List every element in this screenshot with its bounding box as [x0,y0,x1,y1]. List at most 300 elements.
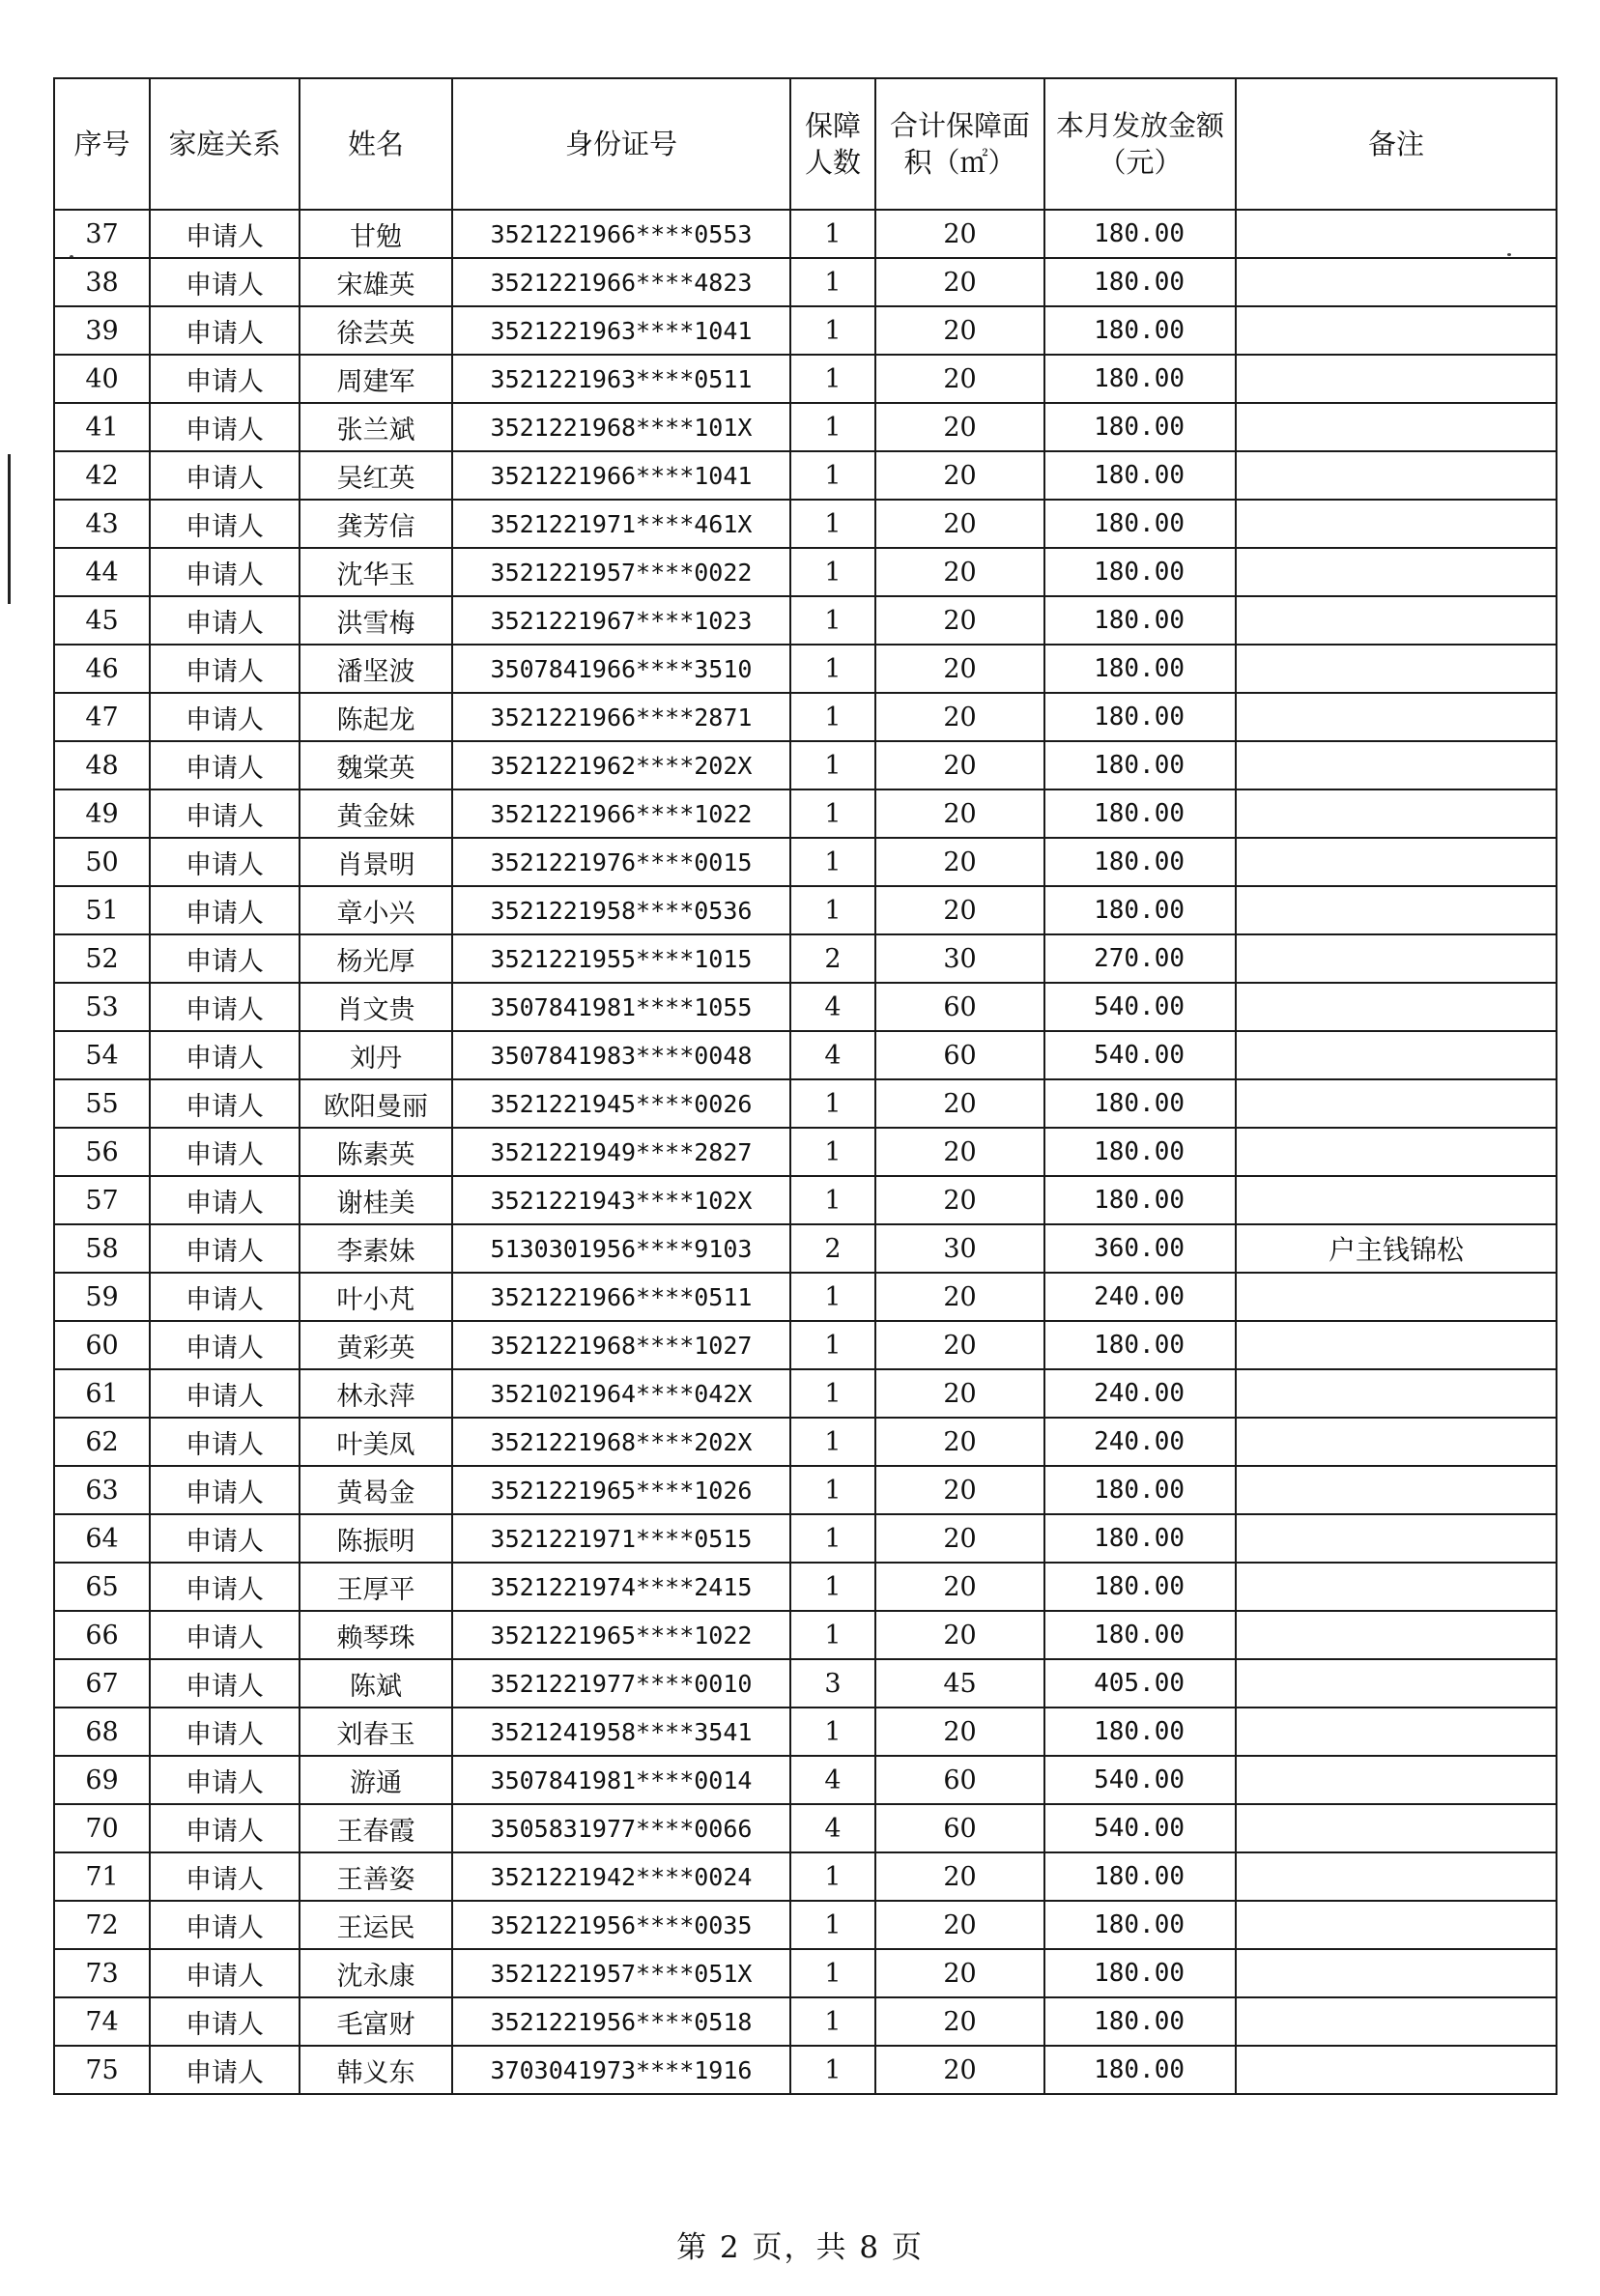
cell-id-number: 3521221962****202X [452,741,790,789]
cell-remarks [1236,934,1557,983]
cell-persons: 1 [790,2046,875,2094]
cell-seq: 62 [54,1418,150,1466]
cell-seq: 74 [54,1997,150,2046]
cell-relation: 申请人 [150,548,300,596]
cell-persons: 1 [790,1079,875,1128]
header-seq: 序号 [54,78,150,210]
cell-seq: 50 [54,838,150,886]
cell-name: 陈斌 [300,1659,452,1708]
cell-amount: 240.00 [1044,1369,1236,1418]
cell-seq: 64 [54,1514,150,1563]
cell-name: 欧阳曼丽 [300,1079,452,1128]
cell-relation: 申请人 [150,1708,300,1756]
cell-area: 20 [875,1901,1044,1949]
cell-amount: 360.00 [1044,1224,1236,1273]
cell-remarks [1236,789,1557,838]
cell-id-number: 3521221968****1027 [452,1321,790,1369]
cell-id-number: 3521221966****4823 [452,258,790,306]
cell-remarks [1236,1708,1557,1756]
cell-id-number: 3521221977****0010 [452,1659,790,1708]
cell-amount: 180.00 [1044,500,1236,548]
cell-name: 王善姿 [300,1852,452,1901]
cell-name: 刘丹 [300,1031,452,1079]
cell-name: 肖文贵 [300,983,452,1031]
cell-relation: 申请人 [150,596,300,645]
cell-id-number: 3521221957****051X [452,1949,790,1997]
cell-relation: 申请人 [150,210,300,258]
cell-name: 章小兴 [300,886,452,934]
cell-amount: 180.00 [1044,1611,1236,1659]
cell-relation: 申请人 [150,1466,300,1514]
cell-name: 王春霞 [300,1804,452,1852]
table-row [54,1804,1557,1852]
table-row [54,1611,1557,1659]
cell-area: 20 [875,210,1044,258]
cell-seq: 60 [54,1321,150,1369]
cell-area: 20 [875,645,1044,693]
cell-persons: 1 [790,693,875,741]
cell-relation: 申请人 [150,1514,300,1563]
cell-persons: 4 [790,983,875,1031]
cell-relation: 申请人 [150,1852,300,1901]
cell-name: 王运民 [300,1901,452,1949]
cell-id-number: 3521021964****042X [452,1369,790,1418]
table-row [54,596,1557,645]
cell-id-number: 3521221966****0553 [452,210,790,258]
cell-seq: 57 [54,1176,150,1224]
cell-persons: 1 [790,1369,875,1418]
cell-amount: 180.00 [1044,1514,1236,1563]
cell-relation: 申请人 [150,1079,300,1128]
header-remarks: 备注 [1236,78,1557,210]
cell-area: 20 [875,1418,1044,1466]
cell-amount: 240.00 [1044,1273,1236,1321]
cell-area: 60 [875,1756,1044,1804]
cell-remarks [1236,596,1557,645]
cell-remarks [1236,1756,1557,1804]
cell-id-number: 3507841981****0014 [452,1756,790,1804]
cell-id-number: 3521221943****102X [452,1176,790,1224]
table-row [54,741,1557,789]
cell-area: 20 [875,1466,1044,1514]
cell-amount: 180.00 [1044,355,1236,403]
table-row [54,1079,1557,1128]
cell-remarks [1236,403,1557,451]
cell-area: 20 [875,1176,1044,1224]
cell-name: 潘坚波 [300,645,452,693]
table-row [54,1901,1557,1949]
cell-relation: 申请人 [150,1949,300,1997]
cell-name: 洪雪梅 [300,596,452,645]
cell-seq: 56 [54,1128,150,1176]
cell-persons: 1 [790,645,875,693]
cell-name: 张兰斌 [300,403,452,451]
cell-area: 20 [875,355,1044,403]
cell-id-number: 3521221966****0511 [452,1273,790,1321]
cell-amount: 240.00 [1044,1418,1236,1466]
table-row [54,1949,1557,1997]
cell-seq: 46 [54,645,150,693]
cell-relation: 申请人 [150,1176,300,1224]
cell-seq: 45 [54,596,150,645]
cell-remarks [1236,741,1557,789]
cell-area: 30 [875,1224,1044,1273]
cell-id-number: 3521221968****202X [452,1418,790,1466]
table-row [54,1273,1557,1321]
cell-relation: 申请人 [150,403,300,451]
cell-relation: 申请人 [150,693,300,741]
cell-remarks [1236,210,1557,258]
cell-id-number: 3521221968****101X [452,403,790,451]
cell-id-number: 3521221965****1022 [452,1611,790,1659]
cell-remarks [1236,1611,1557,1659]
cell-id-number: 3521221976****0015 [452,838,790,886]
cell-persons: 1 [790,1321,875,1369]
cell-name: 陈振明 [300,1514,452,1563]
cell-persons: 1 [790,1273,875,1321]
table-row [54,1418,1557,1466]
table-row [54,258,1557,306]
cell-amount: 180.00 [1044,1128,1236,1176]
cell-persons: 1 [790,838,875,886]
cell-persons: 1 [790,548,875,596]
cell-remarks [1236,838,1557,886]
cell-area: 20 [875,451,1044,500]
cell-seq: 61 [54,1369,150,1418]
cell-persons: 1 [790,258,875,306]
cell-seq: 73 [54,1949,150,1997]
cell-remarks [1236,1804,1557,1852]
cell-persons: 1 [790,886,875,934]
cell-area: 60 [875,1031,1044,1079]
cell-id-number: 3521221958****0536 [452,886,790,934]
table-row [54,983,1557,1031]
cell-area: 60 [875,1804,1044,1852]
cell-seq: 58 [54,1224,150,1273]
cell-amount: 180.00 [1044,403,1236,451]
cell-name: 韩义东 [300,2046,452,2094]
cell-name: 陈素英 [300,1128,452,1176]
cell-persons: 1 [790,451,875,500]
cell-remarks [1236,886,1557,934]
cell-amount: 180.00 [1044,1708,1236,1756]
cell-name: 谢桂美 [300,1176,452,1224]
cell-persons: 1 [790,1949,875,1997]
cell-id-number: 3521221949****2827 [452,1128,790,1176]
cell-id-number: 3521241958****3541 [452,1708,790,1756]
cell-name: 王厚平 [300,1563,452,1611]
cell-persons: 1 [790,1128,875,1176]
cell-persons: 1 [790,1418,875,1466]
table-row [54,1708,1557,1756]
cell-remarks [1236,1176,1557,1224]
cell-id-number: 3507841983****0048 [452,1031,790,1079]
cell-area: 20 [875,1273,1044,1321]
cell-persons: 3 [790,1659,875,1708]
cell-area: 20 [875,548,1044,596]
cell-amount: 180.00 [1044,838,1236,886]
cell-relation: 申请人 [150,258,300,306]
cell-amount: 180.00 [1044,1563,1236,1611]
cell-remarks [1236,451,1557,500]
cell-remarks [1236,1079,1557,1128]
table-row [54,789,1557,838]
cell-seq: 66 [54,1611,150,1659]
cell-amount: 180.00 [1044,1949,1236,1997]
cell-amount: 180.00 [1044,210,1236,258]
cell-seq: 47 [54,693,150,741]
cell-amount: 180.00 [1044,789,1236,838]
table-row [54,693,1557,741]
cell-relation: 申请人 [150,2046,300,2094]
cell-remarks [1236,1949,1557,1997]
cell-relation: 申请人 [150,1031,300,1079]
cell-name: 李素妹 [300,1224,452,1273]
cell-name: 周建军 [300,355,452,403]
cell-seq: 53 [54,983,150,1031]
cell-seq: 59 [54,1273,150,1321]
cell-id-number: 3521221966****1022 [452,789,790,838]
cell-relation: 申请人 [150,1563,300,1611]
cell-id-number: 3521221942****0024 [452,1852,790,1901]
cell-id-number: 3521221945****0026 [452,1079,790,1128]
table-row [54,403,1557,451]
cell-seq: 44 [54,548,150,596]
cell-relation: 申请人 [150,886,300,934]
cell-remarks [1236,983,1557,1031]
cell-seq: 55 [54,1079,150,1128]
cell-amount: 180.00 [1044,596,1236,645]
cell-persons: 1 [790,306,875,355]
cell-area: 20 [875,1514,1044,1563]
cell-id-number: 3507841966****3510 [452,645,790,693]
cell-remarks [1236,258,1557,306]
cell-area: 20 [875,1852,1044,1901]
cell-persons: 1 [790,500,875,548]
cell-persons: 1 [790,1563,875,1611]
cell-area: 20 [875,1611,1044,1659]
cell-seq: 70 [54,1804,150,1852]
cell-persons: 1 [790,1176,875,1224]
cell-relation: 申请人 [150,306,300,355]
cell-id-number: 5130301956****9103 [452,1224,790,1273]
cell-seq: 40 [54,355,150,403]
table-row [54,355,1557,403]
cell-relation: 申请人 [150,1901,300,1949]
table-row [54,1321,1557,1369]
cell-seq: 69 [54,1756,150,1804]
cell-remarks [1236,1031,1557,1079]
cell-amount: 180.00 [1044,2046,1236,2094]
header-id-number: 身份证号 [452,78,790,210]
cell-area: 30 [875,934,1044,983]
cell-name: 刘春玉 [300,1708,452,1756]
cell-name: 肖景明 [300,838,452,886]
cell-persons: 1 [790,1997,875,2046]
cell-relation: 申请人 [150,741,300,789]
cell-name: 陈起龙 [300,693,452,741]
cell-area: 20 [875,789,1044,838]
cell-id-number: 3521221965****1026 [452,1466,790,1514]
cell-relation: 申请人 [150,789,300,838]
cell-relation: 申请人 [150,355,300,403]
header-amount: 本月发放金额（元） [1044,78,1236,210]
cell-id-number: 3521221974****2415 [452,1563,790,1611]
cell-area: 20 [875,596,1044,645]
table-row [54,645,1557,693]
cell-remarks [1236,1321,1557,1369]
table-row [54,1031,1557,1079]
cell-persons: 1 [790,1611,875,1659]
cell-relation: 申请人 [150,500,300,548]
cell-id-number: 3521221971****0515 [452,1514,790,1563]
header-area: 合计保障面积（㎡） [875,78,1044,210]
table-row [54,1514,1557,1563]
table-row [54,1466,1557,1514]
cell-amount: 180.00 [1044,1852,1236,1901]
cell-area: 20 [875,1997,1044,2046]
cell-name: 徐芸英 [300,306,452,355]
cell-name: 杨光厚 [300,934,452,983]
cell-amount: 180.00 [1044,1466,1236,1514]
cell-relation: 申请人 [150,1804,300,1852]
cell-relation: 申请人 [150,1273,300,1321]
table-row [54,1997,1557,2046]
header-name: 姓名 [300,78,452,210]
cell-remarks [1236,645,1557,693]
cell-name: 游通 [300,1756,452,1804]
cell-amount: 180.00 [1044,1901,1236,1949]
cell-name: 龚芳信 [300,500,452,548]
cell-remarks [1236,693,1557,741]
cell-persons: 1 [790,355,875,403]
cell-remarks [1236,1514,1557,1563]
cell-name: 宋雄英 [300,258,452,306]
cell-amount: 180.00 [1044,1321,1236,1369]
cell-persons: 1 [790,596,875,645]
cell-area: 45 [875,1659,1044,1708]
table-row [54,548,1557,596]
table-row [54,1756,1557,1804]
cell-id-number: 3505831977****0066 [452,1804,790,1852]
header-row [54,78,1557,210]
cell-remarks [1236,1466,1557,1514]
cell-relation: 申请人 [150,934,300,983]
table-row [54,886,1557,934]
cell-remarks [1236,548,1557,596]
cell-relation: 申请人 [150,838,300,886]
cell-persons: 2 [790,1224,875,1273]
cell-amount: 180.00 [1044,451,1236,500]
cell-area: 20 [875,1369,1044,1418]
cell-area: 20 [875,258,1044,306]
table-row [54,1852,1557,1901]
cell-seq: 51 [54,886,150,934]
cell-persons: 4 [790,1804,875,1852]
table-row [54,1659,1557,1708]
cell-seq: 43 [54,500,150,548]
cell-id-number: 3521221955****1015 [452,934,790,983]
cell-persons: 1 [790,403,875,451]
cell-remarks [1236,1273,1557,1321]
cell-area: 20 [875,2046,1044,2094]
cell-name: 叶美凤 [300,1418,452,1466]
scan-artifact-mark [8,454,11,604]
cell-id-number: 3521221971****461X [452,500,790,548]
cell-persons: 1 [790,210,875,258]
cell-relation: 申请人 [150,983,300,1031]
cell-remarks: 户主钱锦松 [1236,1224,1557,1273]
cell-remarks [1236,1659,1557,1708]
cell-seq: 72 [54,1901,150,1949]
cell-name: 林永萍 [300,1369,452,1418]
table-row [54,1369,1557,1418]
cell-area: 20 [875,838,1044,886]
cell-area: 20 [875,1321,1044,1369]
cell-seq: 75 [54,2046,150,2094]
table-row [54,934,1557,983]
cell-amount: 405.00 [1044,1659,1236,1708]
cell-seq: 68 [54,1708,150,1756]
cell-relation: 申请人 [150,645,300,693]
page-number-footer: 第 2 页，共 8 页 [676,2230,924,2265]
cell-persons: 1 [790,1708,875,1756]
cell-remarks [1236,1997,1557,2046]
cell-relation: 申请人 [150,1659,300,1708]
cell-remarks [1236,1852,1557,1901]
cell-amount: 540.00 [1044,1031,1236,1079]
cell-persons: 1 [790,741,875,789]
cell-remarks [1236,1563,1557,1611]
cell-amount: 540.00 [1044,983,1236,1031]
cell-amount: 180.00 [1044,645,1236,693]
table-row [54,2046,1557,2094]
table-header [54,78,1557,210]
cell-relation: 申请人 [150,1997,300,2046]
cell-persons: 1 [790,1466,875,1514]
cell-seq: 54 [54,1031,150,1079]
table-row [54,1224,1557,1273]
cell-seq: 41 [54,403,150,451]
cell-persons: 1 [790,1901,875,1949]
cell-seq: 38 [54,258,150,306]
table-row [54,451,1557,500]
cell-amount: 180.00 [1044,1997,1236,2046]
table-row [54,500,1557,548]
cell-amount: 540.00 [1044,1756,1236,1804]
cell-seq: 42 [54,451,150,500]
cell-name: 吴红英 [300,451,452,500]
cell-name: 魏棠英 [300,741,452,789]
cell-area: 20 [875,1128,1044,1176]
cell-amount: 180.00 [1044,693,1236,741]
cell-amount: 180.00 [1044,1176,1236,1224]
cell-relation: 申请人 [150,1224,300,1273]
cell-amount: 270.00 [1044,934,1236,983]
table-row [54,838,1557,886]
cell-id-number: 3521221957****0022 [452,548,790,596]
cell-remarks [1236,1901,1557,1949]
cell-id-number: 3521221963****0511 [452,355,790,403]
cell-amount: 540.00 [1044,1804,1236,1852]
cell-area: 20 [875,693,1044,741]
cell-id-number: 3521221956****0518 [452,1997,790,2046]
cell-amount: 180.00 [1044,306,1236,355]
cell-area: 20 [875,1563,1044,1611]
cell-name: 毛富财 [300,1997,452,2046]
cell-area: 20 [875,403,1044,451]
cell-relation: 申请人 [150,1128,300,1176]
